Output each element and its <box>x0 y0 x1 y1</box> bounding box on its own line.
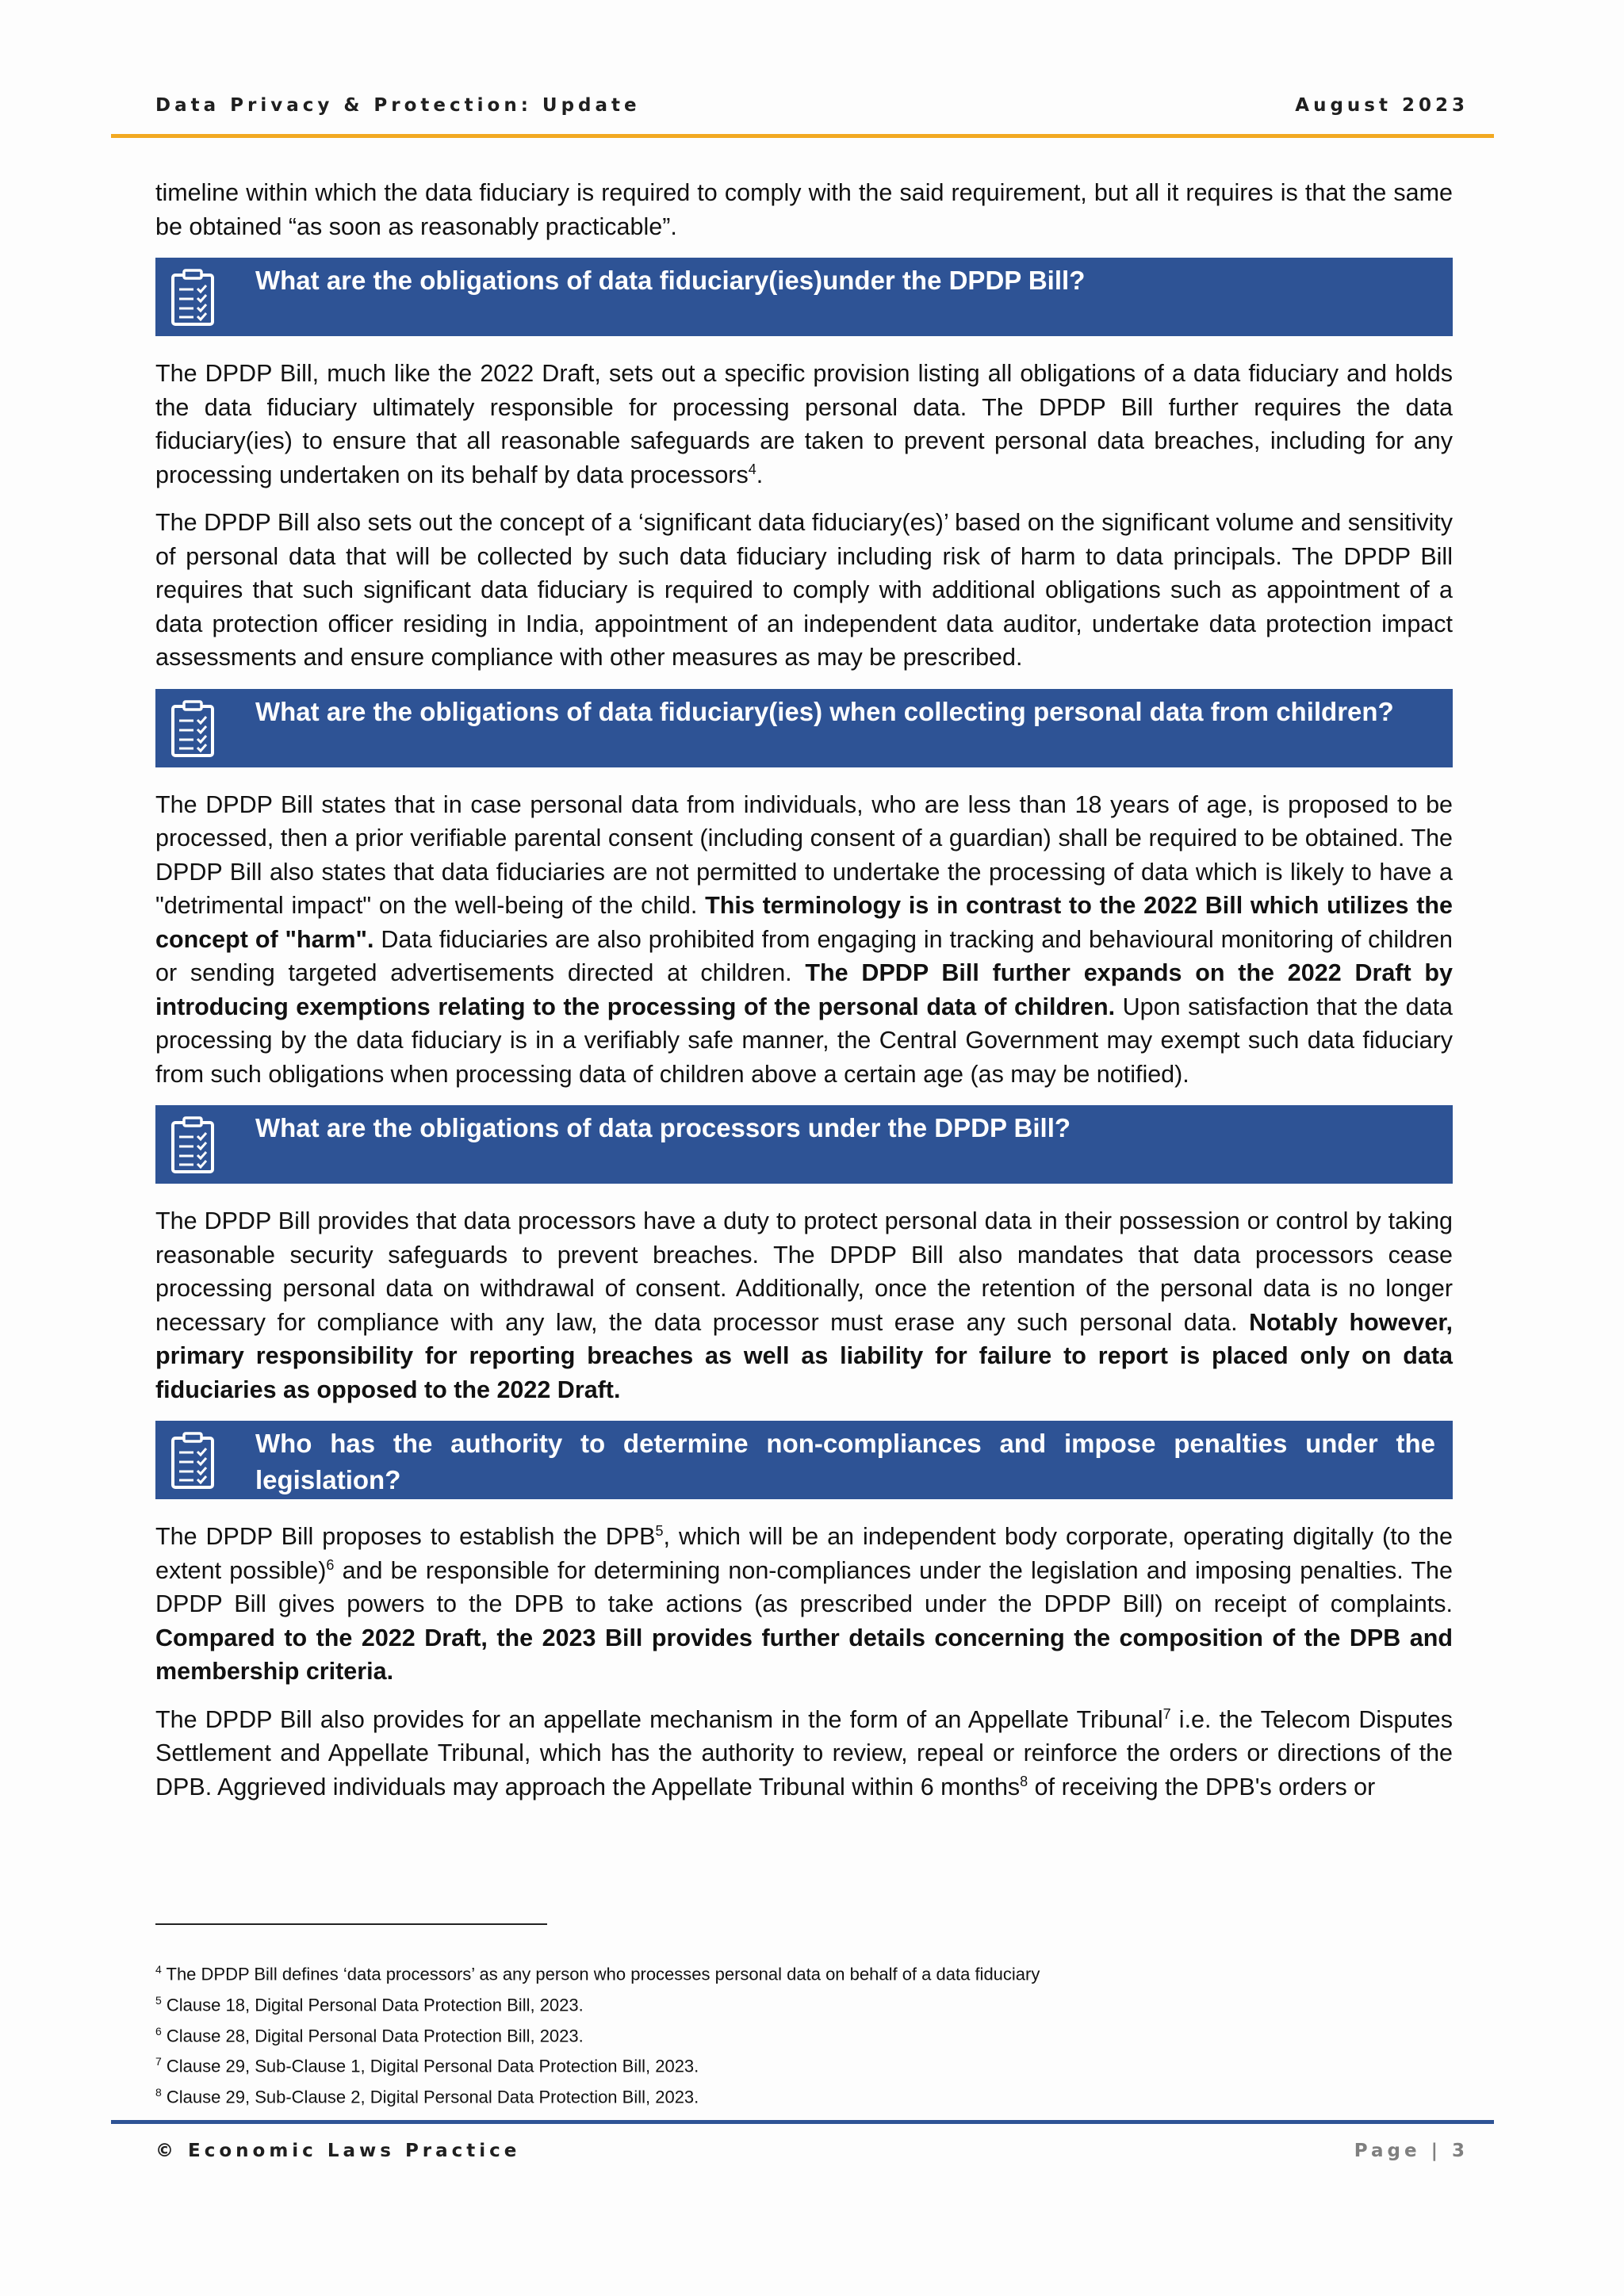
clipboard-checklist-icon <box>170 700 216 759</box>
footnote-separator <box>155 1923 547 1925</box>
header-rule <box>111 134 1494 138</box>
section-2-paragraph-1: The DPDP Bill states that in case personal data from individuals, who are less than 18 years of age, is proposed to be processed, then a prior verifiable parental consent (including consent of a guardian) shall be required to be obtained. The DPDP Bill also states that data fiduciaries are not permitted to undertake the processing of data which is likely to have a "detrimental impact" on the well-being of the child. This terminology is in contrast to the 2022 Bill which utilizes the concept of "harm". Data fiduciaries are also prohibited from engaging in tracking and behavioural monitoring of children or sending targeted advertisements directed at children. The DPDP Bill further expands on the 2022 Draft by introducing exemptions relating to the processing of the personal data of children. Upon satisfaction that the data processing by the data fiduciary is in a verifiably safe manner, the Central Government may exempt such data fiduciary from such obligations when processing data of children above a certain age (as may be notified). <box>155 790 1454 1088</box>
intro-continuation: timeline within which the data fiduciary is required to comply with the said requirement, but all it requires is that the same be obtained “as soon as reasonably practicable”. <box>155 179 1453 240</box>
page-number: Page | 3 <box>1354 2141 1469 2161</box>
page-header <box>155 87 1469 127</box>
footnote-item: $^8$ Clause 29, Sub-Clause 2, Digital Personal Data Protection Bill, 2023. <box>155 2086 699 2107</box>
clipboard-checklist-icon <box>170 1432 216 1490</box>
section-heading-2 <box>155 689 1453 767</box>
footnote-item: $^6$ Clause 28, Digital Personal Data Protection Bill, 2023. <box>155 2024 584 2045</box>
clipboard-checklist-icon <box>170 269 216 327</box>
footnote-item: $^4$ The DPDP Bill defines ‘data processors’ as any person who processes personal data on behalf of a data fiduciary <box>155 1963 1040 1984</box>
section-1-paragraph-2: The DPDP Bill also sets out the concept of a ‘significant data fiduciary(es)’ based on the significant volume and sensitivity of personal data that will be collected by such data fiduciary including risk of harm to data principals. The DPDP Bill requires that such significant data fiduciary is required to comply with additional obligations such as appointment of a data protection officer residing in India, appointment of an independent data auditor, undertake data protection impact assessments and ensure compliance with other measures as may be prescribed. <box>155 509 1453 671</box>
header-date: August 2023 <box>1295 95 1469 116</box>
header-title: Data Privacy & Protection: Update <box>155 95 641 116</box>
section-1-paragraph-1: The DPDP Bill, much like the 2022 Draft, sets out a specific provision listing all obligations of a data fiduciary and holds the data fiduciary ultimately responsible for processing personal data. The DPDP Bill further requires the data fiduciary(ies) to ensure that all reasonable safeguards are taken to prevent personal data breaches, including for any processing undertaken on its behalf by data processors$^4$. <box>155 360 1453 488</box>
main-content <box>155 176 1453 1818</box>
section-heading-text: Who has the authority to determine non-compliances and impose penalties under the legislation? <box>255 1429 1435 1494</box>
footnote-item: $^5$ Clause 18, Digital Personal Data Protection Bill, 2023. <box>155 1993 584 2015</box>
section-heading-text: What are the obligations of data fiduciary(ies) when collecting personal data from children? <box>255 696 1394 726</box>
footnotes <box>155 1957 1424 2110</box>
footer-copyright: © Economic Laws Practice <box>155 2141 521 2161</box>
section-heading-text: What are the obligations of data processors under the DPDP Bill? <box>255 1113 1071 1142</box>
section-heading-4 <box>155 1421 1453 1499</box>
footnote-item: $^7$ Clause 29, Sub-Clause 1, Digital Personal Data Protection Bill, 2023. <box>155 2055 699 2076</box>
page-footer <box>155 2141 1469 2172</box>
footer-rule <box>111 2120 1494 2124</box>
clipboard-checklist-icon <box>170 1116 216 1175</box>
section-heading-text: What are the obligations of data fiduciary(ies)under the DPDP Bill? <box>255 266 1086 295</box>
section-4-paragraph-1: The DPDP Bill proposes to establish the DPB$^5$, which will be an independent body corporate, operating digitally (to the extent possible)$^6$ and be responsible for determining non-compliances under the legislation and imposing penalties. The DPDP Bill gives powers to the DPB to take actions (as prescribed under the DPDP Bill) on receipt of complaints. Compared to the 2022 Draft, the 2023 Bill provides further details concerning the composition of the DPB and membership criteria. <box>155 1522 1453 1685</box>
section-heading-3 <box>155 1105 1453 1184</box>
section-3-paragraph-1: The DPDP Bill provides that data processors have a duty to protect personal data in their possession or control by taking reasonable security safeguards to prevent breaches. The DPDP Bill also mandates that data processors cease processing personal data on withdrawal of consent. Additionally, once the retention of the personal data is no longer necessary for compliance with any law, the data processor must erase any such personal data. Notably however, primary responsibility for reporting breaches as well as liability for failure to report is placed only on data fiduciaries as opposed to the 2022 Draft. <box>155 1207 1453 1403</box>
section-heading-1 <box>155 258 1453 336</box>
section-4-paragraph-2: The DPDP Bill also provides for an appellate mechanism in the form of an Appellate Tribunal$^7$ i.e. the Telecom Disputes Settlement and Appellate Tribunal, which has the authority to review, repeal or reinforce the orders or directions of the DPB. Aggrieved individuals may approach the Appellate Tribunal within 6 months$^8$ of receiving the DPB's orders or <box>155 1705 1453 1800</box>
